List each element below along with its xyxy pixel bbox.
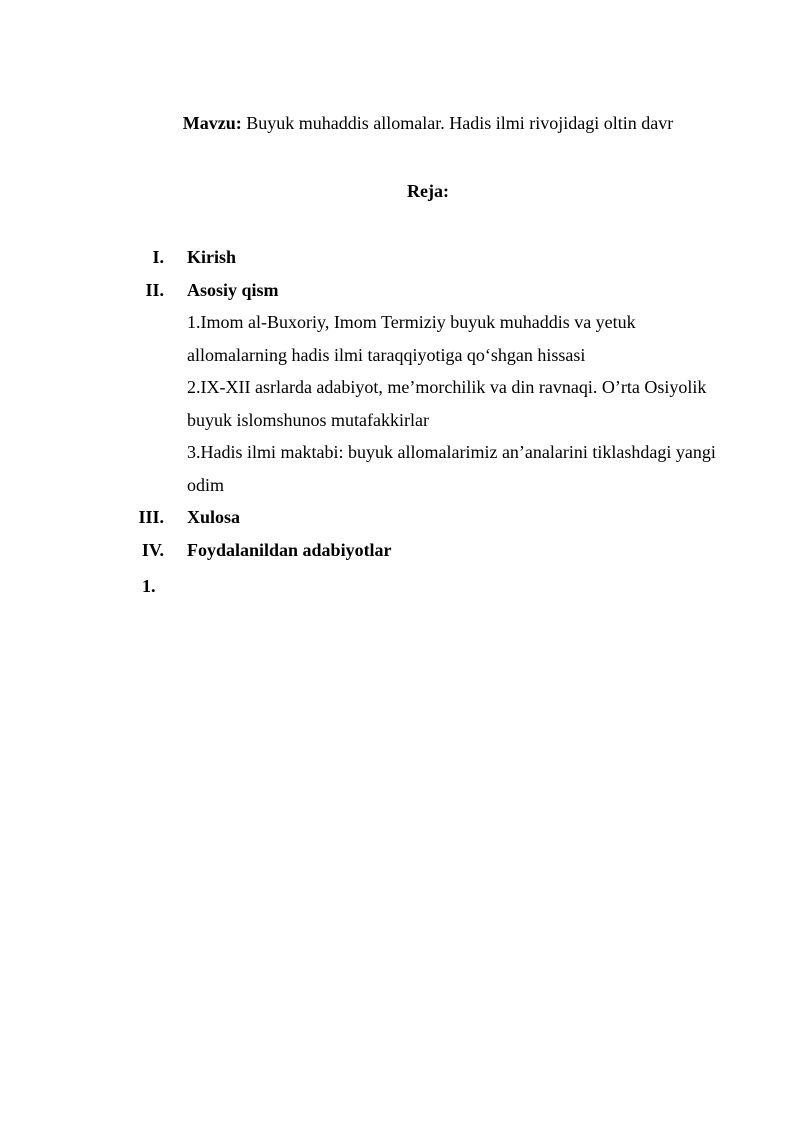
title-text: Buyuk muhaddis allomalar. Hadis ilmi rivojidagi oltin davr: [241, 113, 674, 133]
outline-subitem-line: [0, 375, 800, 408]
outline-subitem-line: [0, 310, 800, 343]
subitem-text: odim: [187, 474, 225, 495]
outline-numeral: I.: [152, 247, 164, 267]
outline-list: [0, 245, 800, 570]
outline-subitem-line: [0, 440, 800, 473]
outline-item-main-part: [0, 278, 800, 311]
outline-numeral: III.: [138, 507, 164, 527]
title-label: Mavzu:: [182, 113, 242, 133]
outline-item-conclusion: [0, 505, 800, 538]
subitem-text: 2.IX-XII asrlarda adabiyot, me’morchilik va din ravnaqi. O’rta Osiyolik: [187, 377, 707, 397]
subitem-text: buyuk islomshunos mutafakkirlar: [187, 409, 429, 430]
outline-heading: Asosiy qism: [187, 279, 279, 300]
subitem-text: 1.Imom al-Buxoriy, Imom Termiziy buyuk muhaddis va yetuk: [187, 312, 636, 332]
subitem-text: 3.Hadis ilmi maktabi: buyuk allomalarimiz an’analarini tiklashdagi yangi: [187, 442, 716, 462]
outline-numeral: IV.: [141, 539, 164, 560]
subitem-text: allomalarning hadis ilmi taraqqiyotiga qo‘shgan hissasi: [187, 344, 586, 365]
outline-heading: Foydalanildan adabiyotlar: [187, 539, 392, 560]
outline-item-references: [0, 538, 800, 571]
outline-numeral: II.: [145, 279, 164, 300]
outline-subitem-line: [0, 408, 800, 441]
outline-subitem-line: [0, 343, 800, 376]
document-title: [0, 111, 800, 135]
outline-item-introduction: [0, 245, 800, 278]
reference-number: 1.: [142, 576, 156, 596]
outline-subitem-line: [0, 473, 800, 506]
plan-heading: Reja:: [407, 181, 449, 201]
outline-heading: Kirish: [187, 247, 237, 267]
outline-heading: Xulosa: [187, 507, 241, 527]
